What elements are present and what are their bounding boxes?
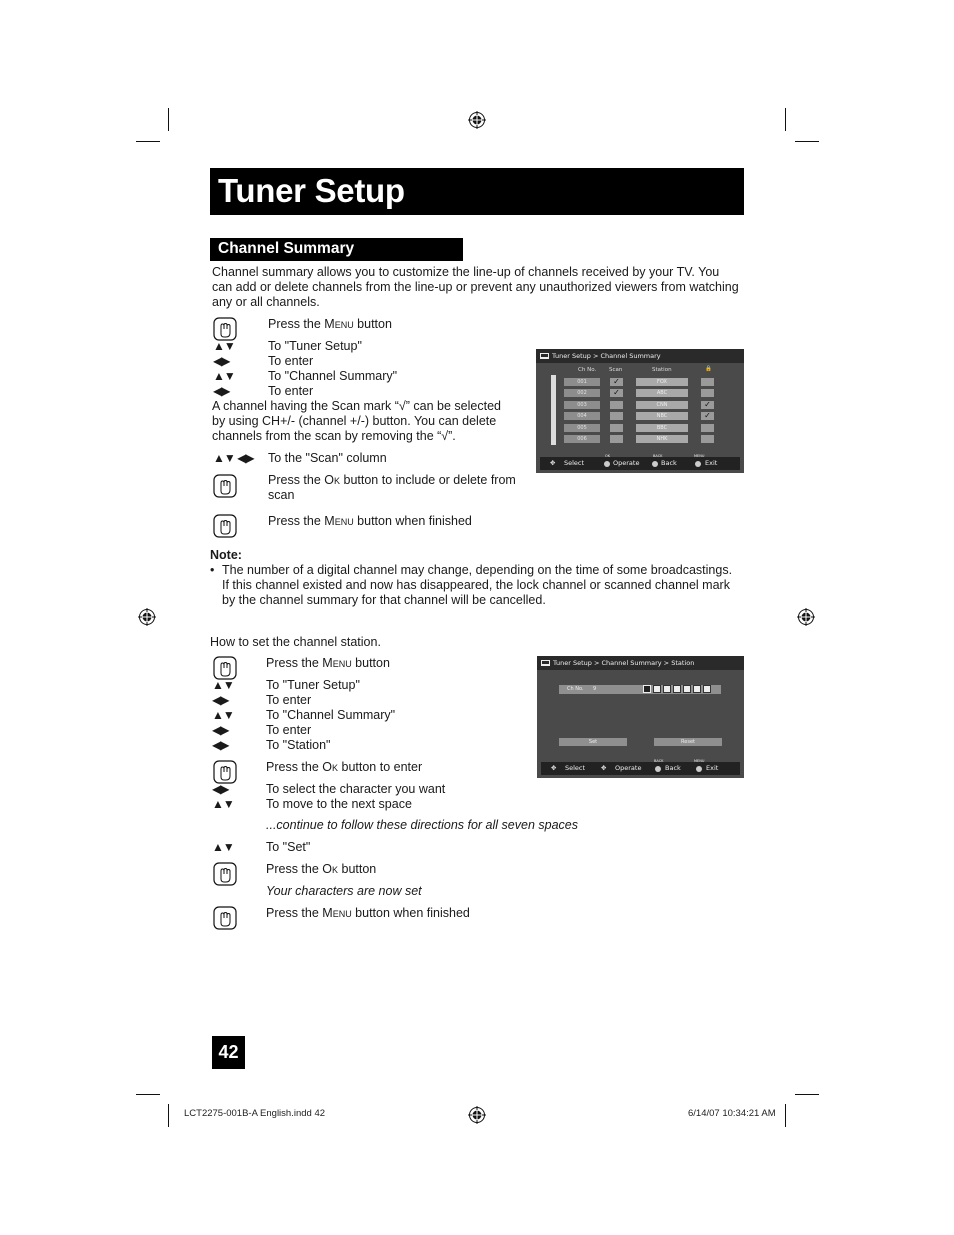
footer-back-key: BACK (654, 759, 664, 763)
scan-line: by using CH+/- (channel +/-) button. You can delete (212, 414, 497, 428)
step-text: To "Tuner Setup" (268, 339, 362, 353)
table-row[interactable] (564, 435, 722, 443)
step-text: To select the character you want (266, 782, 446, 796)
ch-no-label: Ch No. (567, 686, 584, 692)
table-row[interactable] (564, 389, 722, 397)
crop-mark (785, 1104, 786, 1127)
back-button-icon (652, 461, 658, 467)
hand-press-icon (212, 473, 238, 499)
screen-header (536, 349, 744, 363)
step-text: enu (334, 317, 354, 331)
step-text: To "Channel Summary" (268, 369, 398, 383)
slug-filename: LCT2275-001B-A English.indd 42 (184, 1108, 326, 1119)
leftright-arrow-icon: ◀▶ (212, 723, 229, 737)
intro-line: can add or delete channels from the line-up or prevent any unauthorized viewers from watching (212, 280, 739, 294)
ch-no-cell: 004 (564, 412, 600, 420)
set-confirmation-note: Your characters are now set (266, 884, 422, 898)
step-text: Press the M (268, 317, 335, 331)
registration-mark-icon (468, 1106, 486, 1124)
select-arrows-icon: ✥ (550, 459, 556, 467)
station-char-box[interactable] (703, 685, 711, 693)
registration-mark-icon (138, 608, 156, 626)
leftright-arrow-icon: ◀▶ (213, 384, 230, 398)
scan-line: A channel having the Scan mark “√” can be selected (212, 399, 501, 413)
ch-no-cell: 005 (564, 424, 600, 432)
lock-icon: 🔒 (705, 366, 712, 372)
footer-operate-label: Operate (613, 459, 640, 467)
scan-checkbox[interactable]: ✓ (610, 378, 623, 386)
station-char-box[interactable] (673, 685, 681, 693)
station-cell: CNN (636, 401, 688, 409)
station-char-box[interactable] (693, 685, 701, 693)
intro-line: any or all channels. (212, 295, 320, 309)
step-text: button to enter (338, 760, 423, 774)
station-cell: NBC (636, 412, 688, 420)
footer-menu-key: MENU (694, 454, 705, 458)
scrollbar[interactable] (551, 375, 556, 445)
step-text: k (334, 473, 341, 487)
footer-ok-key: OK (605, 454, 611, 458)
page-number-box (212, 1036, 245, 1069)
menu-icon (541, 660, 550, 666)
lock-checkbox[interactable] (701, 378, 714, 386)
screen-header-text: Tuner Setup > Channel Summary (552, 352, 661, 360)
lock-checkbox[interactable]: ✓ (701, 401, 714, 409)
scan-checkbox[interactable]: ✓ (610, 389, 623, 397)
step-text: k (332, 862, 339, 876)
intro-line: Channel summary allows you to customize the line-up of channels received by your TV. You (212, 265, 720, 279)
step-text: To enter (268, 384, 314, 398)
step-text: button when finished (353, 514, 472, 528)
all-arrows-icon: ▲▼ ◀▶ (213, 451, 254, 465)
step-text: To "Tuner Setup" (266, 678, 360, 692)
note-line: If this channel existed and now has disappeared, the lock channel or scanned channel mark (222, 578, 730, 592)
updown-arrow-icon: ▲▼ (212, 708, 234, 722)
station-char-box[interactable] (683, 685, 691, 693)
step-text: To the "Scan" column (268, 451, 387, 465)
step-text: button (351, 656, 390, 670)
back-button-icon (655, 766, 661, 772)
updown-arrow-icon: ▲▼ (213, 369, 235, 383)
step-press-ok (266, 760, 422, 775)
step-text: button when finished (351, 906, 470, 920)
step-text: To "Channel Summary" (266, 708, 396, 722)
reset-button[interactable]: Reset (654, 738, 722, 746)
step-text: Press the M (266, 656, 333, 670)
column-header-ch: Ch No. (578, 367, 597, 373)
lock-checkbox[interactable] (701, 389, 714, 397)
step-text: To "Station" (266, 738, 331, 752)
step-text: Press the M (268, 514, 335, 528)
note-bullet: • (210, 563, 215, 577)
step-text: button (338, 862, 377, 876)
screen-header (537, 656, 744, 670)
ok-button-icon (604, 461, 610, 467)
column-header-scan: Scan (609, 367, 623, 373)
step-text: To enter (268, 354, 314, 368)
ch-no-cell: 003 (564, 401, 600, 409)
intro-paragraph (212, 265, 748, 310)
station-char-box[interactable] (663, 685, 671, 693)
step-text: To move to the next space (266, 797, 412, 811)
ch-no-value: 9 (593, 686, 597, 692)
crop-mark (168, 108, 169, 131)
registration-mark-icon (468, 111, 486, 129)
scan-paragraph (212, 399, 522, 444)
footer-menu-key: MENU (694, 759, 705, 763)
crop-mark (136, 1094, 160, 1095)
note-text (222, 563, 744, 608)
lock-checkbox[interactable] (701, 435, 714, 443)
lock-checkbox[interactable] (701, 424, 714, 432)
scan-checkbox[interactable] (610, 424, 623, 432)
leftright-arrow-icon: ◀▶ (212, 738, 229, 752)
station-screen (537, 656, 744, 778)
crop-mark (785, 108, 786, 131)
scan-checkbox[interactable] (610, 435, 623, 443)
footer-select-label: Select (564, 459, 585, 467)
operate-arrows-icon: ✥ (601, 764, 607, 772)
footer-back-label: Back (661, 459, 677, 467)
note-line: by the channel summary for that channel will be cancelled. (222, 593, 546, 607)
screen-footer (540, 454, 740, 470)
lock-checkbox[interactable]: ✓ (701, 412, 714, 420)
updown-arrow-icon: ▲▼ (212, 840, 234, 854)
updown-arrow-icon: ▲▼ (212, 797, 234, 811)
step-press-ok (268, 473, 528, 503)
step-text: enu (334, 514, 354, 528)
step-text: To "Set" (266, 840, 311, 854)
registration-mark-icon (797, 608, 815, 626)
table-row[interactable] (564, 412, 722, 420)
table-row[interactable] (564, 424, 722, 432)
leftright-arrow-icon: ◀▶ (212, 693, 229, 707)
station-cell: BBC (636, 424, 688, 432)
footer-back-key: BACK (653, 454, 663, 458)
crop-mark (795, 1094, 819, 1095)
channel-summary-screen (536, 349, 744, 473)
step-text: k (332, 760, 339, 774)
table-row[interactable] (564, 378, 722, 386)
ch-no-cell: 001 (564, 378, 600, 386)
slug-date: 6/14/07 10:34:21 AM (688, 1108, 776, 1119)
step-text: Press the O (266, 760, 332, 774)
step-text: Press the M (266, 906, 333, 920)
station-char-box[interactable] (653, 685, 661, 693)
step-text: enu (332, 906, 352, 920)
station-cell: ABC (636, 389, 688, 397)
crop-mark (136, 141, 160, 142)
step-press-menu (268, 317, 392, 332)
footer-operate-label: Operate (615, 764, 642, 772)
crop-mark (168, 1104, 169, 1127)
station-cell: FOX (636, 378, 688, 386)
step-text: Press the O (266, 862, 332, 876)
screen-header-text: Tuner Setup > Channel Summary > Station (553, 659, 695, 667)
station-char-box[interactable] (643, 685, 651, 693)
step-press-menu-finished (268, 514, 472, 529)
footer-exit-label: Exit (706, 764, 719, 772)
step-text: scan (268, 488, 295, 502)
footer-select-label: Select (565, 764, 586, 772)
note-heading: Note: (210, 548, 242, 562)
leftright-arrow-icon: ◀▶ (213, 354, 230, 368)
step-press-menu-finished (266, 906, 470, 921)
scan-line: channels from the scan by removing the “√”. (212, 429, 456, 443)
part2-intro: How to set the channel station. (210, 635, 381, 649)
ch-no-cell: 006 (564, 435, 600, 443)
screen-footer (541, 759, 740, 775)
crop-mark (795, 141, 819, 142)
step-press-ok-set (266, 862, 376, 877)
table-row[interactable] (564, 401, 722, 409)
hand-press-icon (212, 513, 238, 539)
step-text: Press the O (268, 473, 334, 487)
station-input-row[interactable] (559, 685, 721, 694)
step-press-menu (266, 656, 390, 671)
hand-press-icon (212, 861, 238, 887)
ch-no-cell: 002 (564, 389, 600, 397)
menu-button-icon (695, 461, 701, 467)
step-text: To enter (266, 693, 312, 707)
step-text: button to include or delete from (340, 473, 516, 487)
continue-note: ...continue to follow these directions for all seven spaces (266, 818, 578, 832)
leftright-arrow-icon: ◀▶ (212, 782, 229, 796)
page-title-bar (210, 168, 744, 215)
menu-button-icon (696, 766, 702, 772)
updown-arrow-icon: ▲▼ (212, 678, 234, 692)
station-cell: NHK (636, 435, 688, 443)
section-heading: Channel Summary (218, 240, 355, 257)
scan-checkbox[interactable] (610, 412, 623, 420)
column-header-station: Station (652, 367, 672, 373)
scan-checkbox[interactable] (610, 401, 623, 409)
footer-exit-label: Exit (705, 459, 718, 467)
footer-back-label: Back (665, 764, 681, 772)
step-text: button (353, 317, 392, 331)
section-heading-bar (210, 238, 463, 261)
note-line: The number of a digital channel may change, depending on the time of some broadcastings. (222, 563, 733, 577)
set-button[interactable]: Set (559, 738, 627, 746)
step-text: To enter (266, 723, 312, 737)
page-number: 42 (218, 1042, 239, 1062)
updown-arrow-icon: ▲▼ (213, 339, 235, 353)
page-title: Tuner Setup (218, 172, 405, 209)
menu-icon (540, 353, 549, 359)
select-arrows-icon: ✥ (551, 764, 557, 772)
hand-press-icon (212, 905, 238, 931)
step-text: enu (332, 656, 352, 670)
